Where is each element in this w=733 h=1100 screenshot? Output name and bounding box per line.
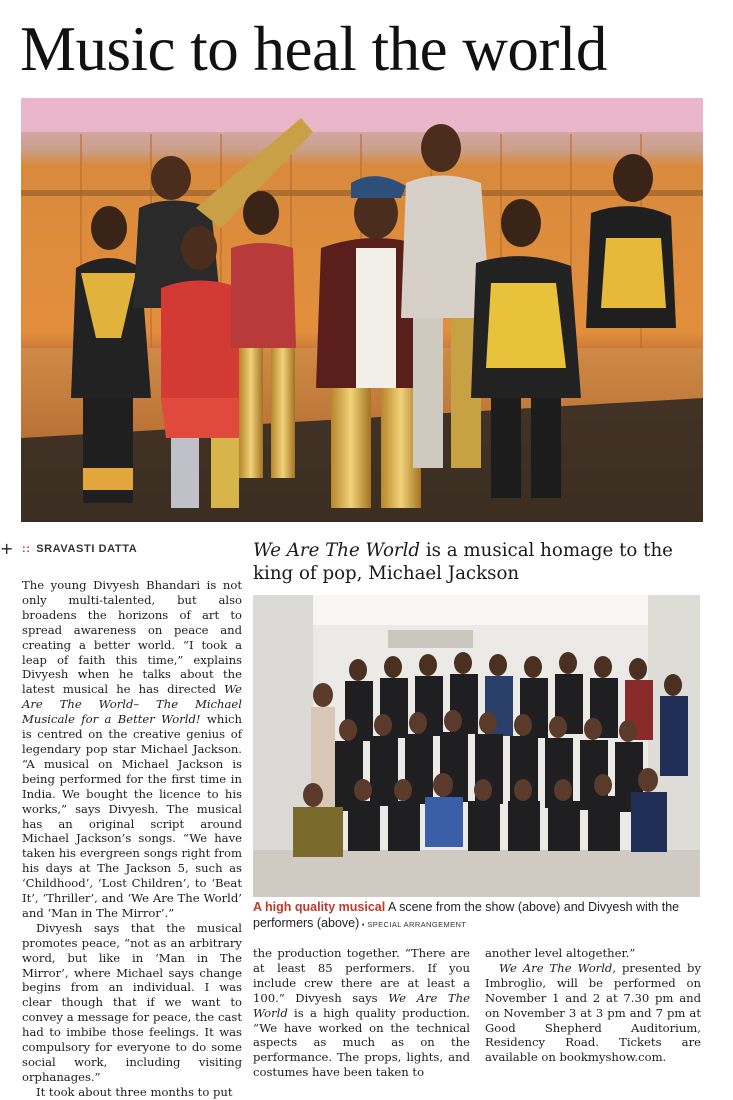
deck-rest: is a musical homage to the king of pop, Michael Jackson [253, 540, 673, 584]
byline [22, 543, 137, 555]
byline-author: SRAVASTI DATTA [36, 543, 138, 555]
article-column-1 [22, 578, 242, 1100]
paragraph-2: Divyesh says that the musical promotes peace, “not as an arbitrary word, but like in ‘Man in The Mirror’, where Michael says change begins from an individual. I was clear though that if we want to convey a message for peace, the cast had to imbibe those feelings. It was compulsory for everyone to do some social work, including visiting orphanages.” [22, 920, 242, 1084]
byline-marker: :: [22, 543, 31, 555]
paragraph-1-show-title: We Are The World– The Michael Musicale for a Better World! [22, 682, 242, 727]
hero-photo-illustration [21, 98, 703, 522]
hero-photo [21, 98, 703, 522]
paragraph-6-show-title: We Are The World [499, 960, 613, 975]
paragraph-5: another level altogether.” [485, 946, 636, 960]
crop-mark: + [0, 539, 14, 558]
photo-caption [253, 899, 705, 933]
paragraph-4-show-title: We Are The World [253, 990, 470, 1020]
caption-credit: ▪ SPECIAL ARRANGEMENT [359, 920, 467, 929]
paragraph-6 [485, 961, 701, 1065]
article-column-3 [485, 946, 701, 1065]
headline: Music to heal the world [20, 14, 607, 84]
caption-lead: A high quality musical [253, 900, 386, 914]
paragraph-1 [22, 578, 242, 921]
caption-text: A scene from the show (above) and Divyesh with the performers (above) [253, 900, 680, 930]
paragraph-4 [253, 946, 470, 1080]
group-photo-illustration [253, 595, 700, 897]
paragraph-1-text-b: which is centred on the creative genius of legendary pop star Michael Jackson. “A musical on Michael Jackson is being performed for the first time in India. We bought the licence to his works,” says Divyesh. The musical has an original script around Michael Jackson’s songs. “We have taken his evergreen songs right from his days at The Jackson 5, such as ‘Childhood’, ‘Lost Children’, to ‘Beat It’, ‘Thriller’, and ‘We Are The World’ and ‘Man in The Mirror’.” [22, 712, 242, 920]
paragraph-4-text-b: is a high quality production. “We have worked on the technical aspects as much as on the performance. The props, lights, and costumes have been taken to [253, 1005, 470, 1080]
article-column-2 [253, 946, 470, 1080]
paragraph-6-text: , presented by Imbroglio, will be performed on November 1 and 2 at 7.30 pm and on November 3 at 3 pm and 7 pm at Good Shepherd Auditorium, Residency Road. Tickets are available on bookmyshow.com. [485, 960, 701, 1065]
deck [253, 539, 708, 585]
paragraph-4-text-a: the production together. “There are at least 85 performers. If you include crew there are at least a 100.” Divyesh says [253, 946, 470, 1005]
paragraph-1-text-a: The young Divyesh Bhandari is not only multi-talented, but also broadens the horizons of art to spread awareness on peace and creating a better world. “I took a leap of faith this time,” explains Divyesh when he talks about the latest musical he has directed [22, 578, 242, 697]
group-photo [253, 595, 700, 897]
deck-title: We Are The World [253, 540, 421, 561]
paragraph-3: It took about three months to put [36, 1084, 233, 1099]
